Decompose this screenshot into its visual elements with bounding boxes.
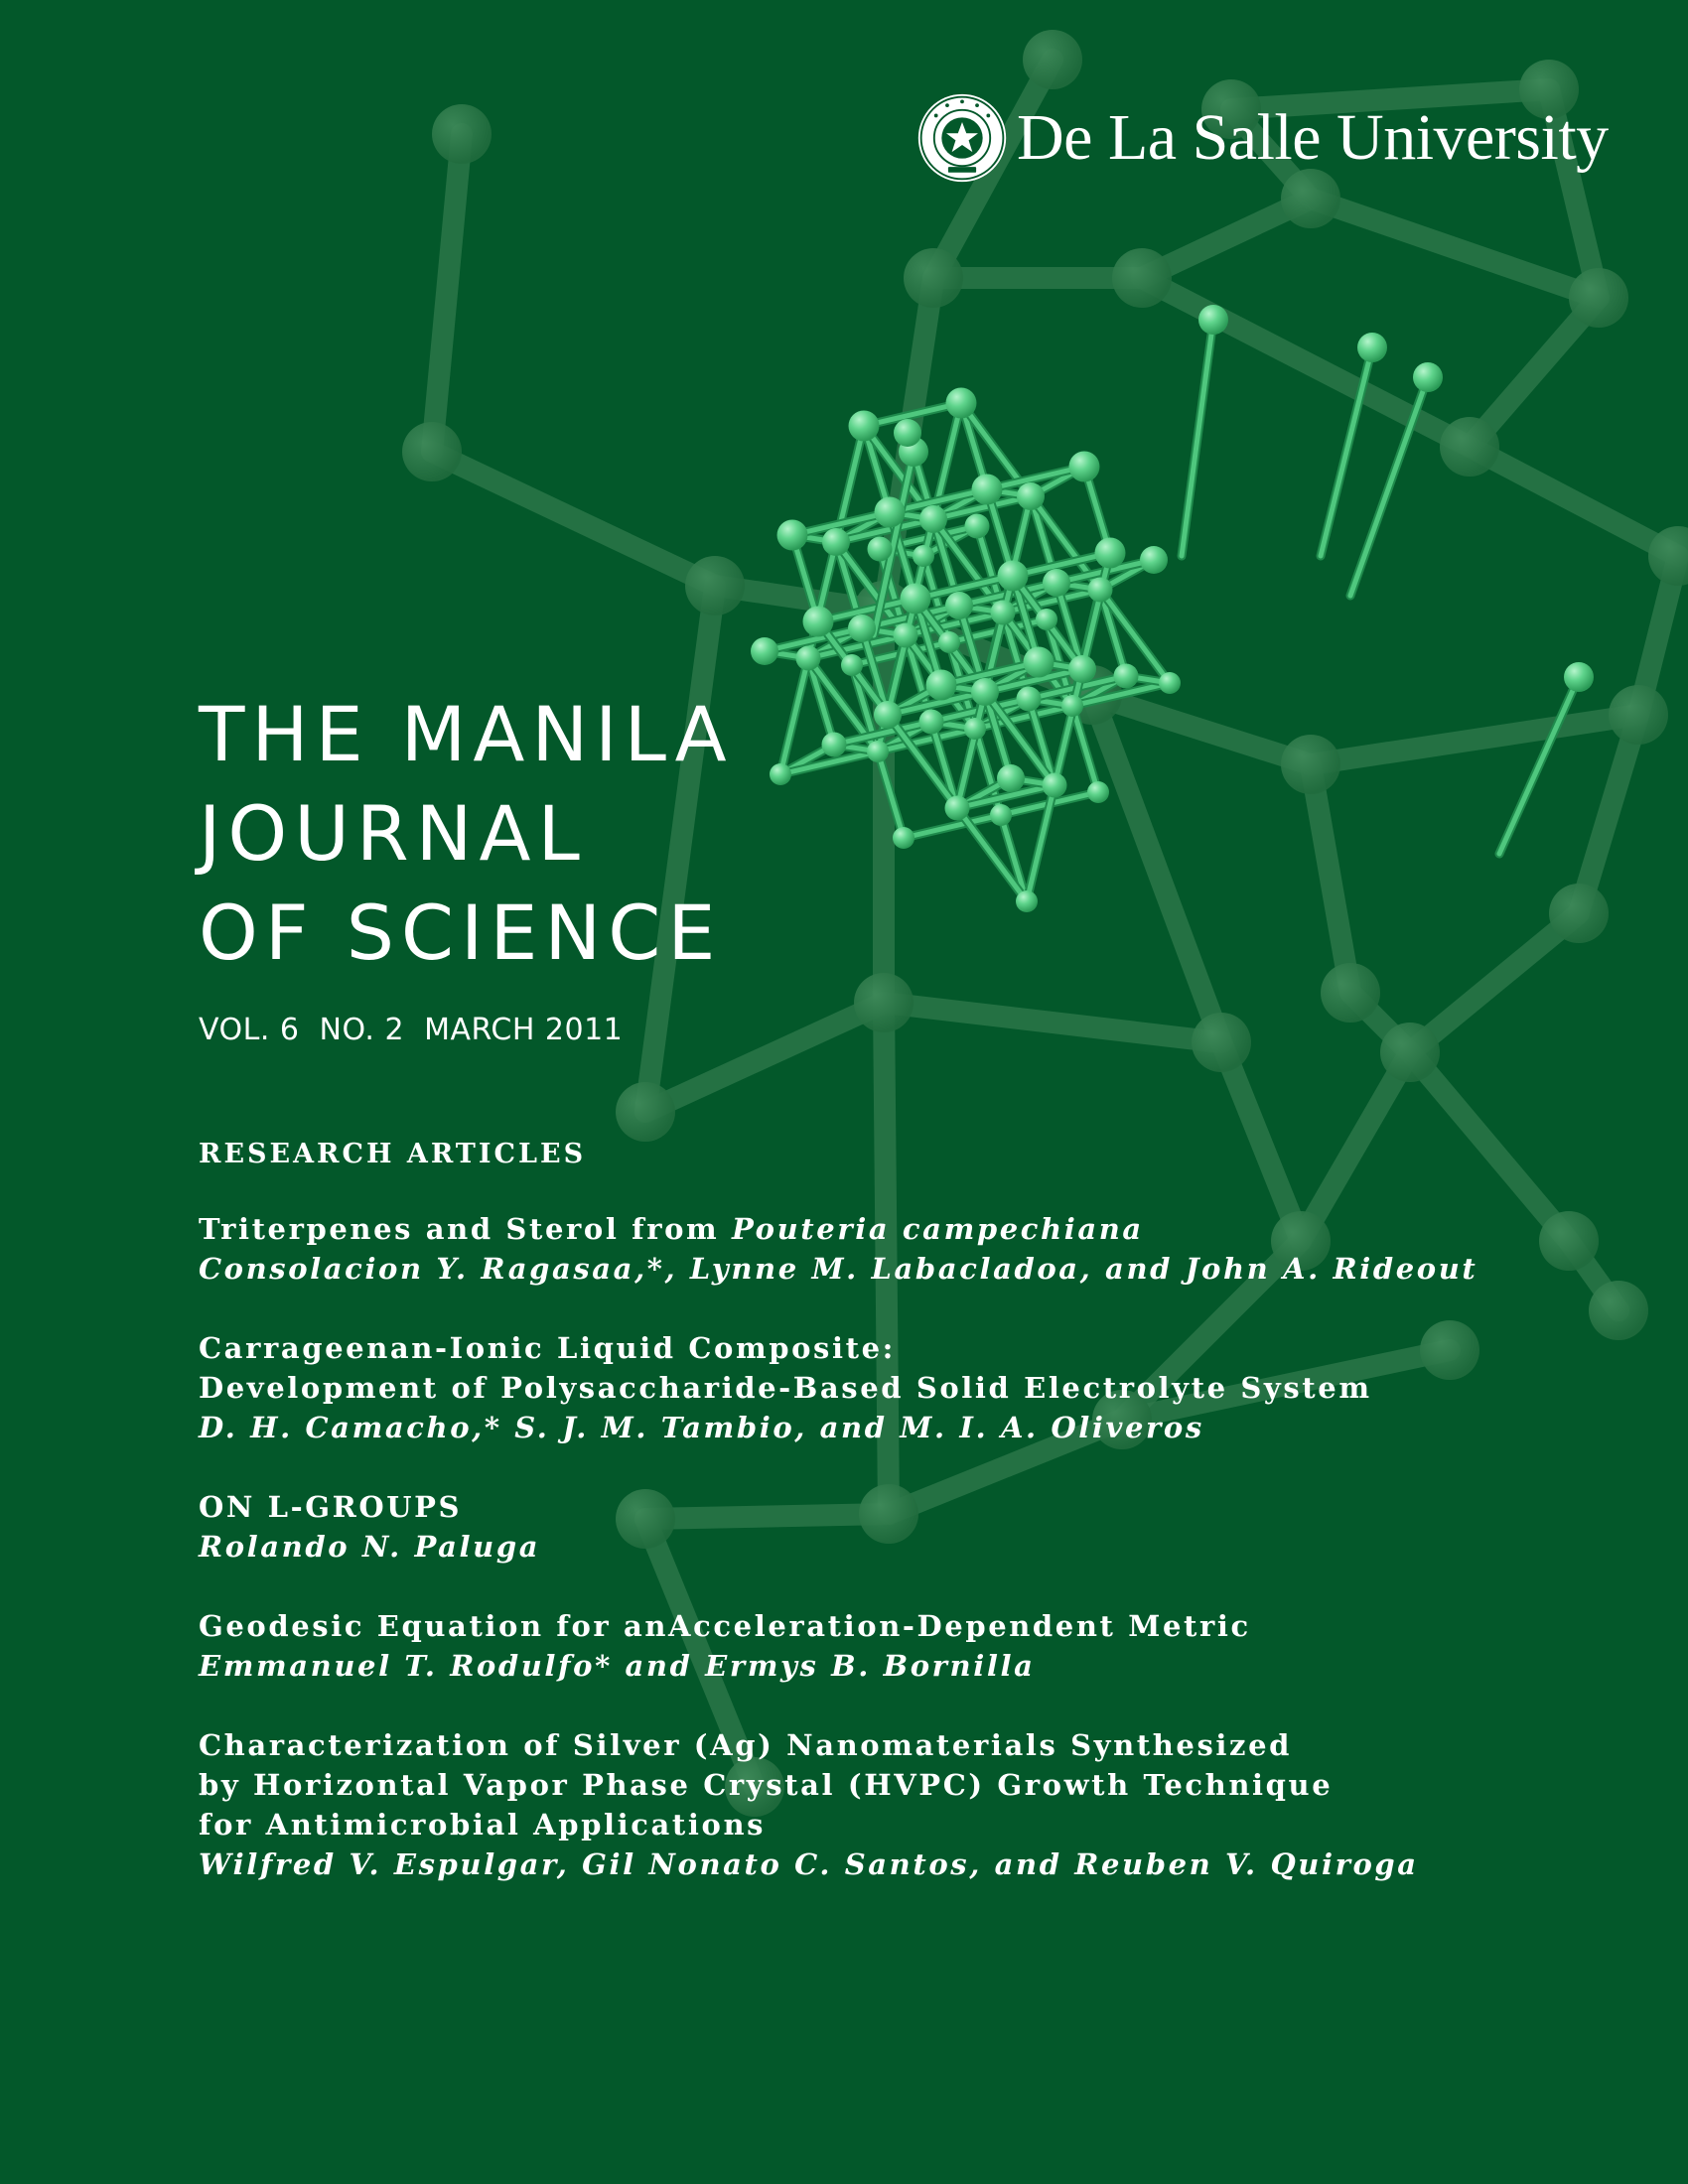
lattice-atom [841, 654, 863, 676]
university-header [915, 91, 1609, 185]
lattice-atom [1321, 963, 1380, 1023]
lattice-atom [849, 411, 880, 442]
lattice-atom [926, 670, 957, 701]
lattice-atom [1016, 890, 1038, 912]
article-entry [199, 1725, 1477, 1884]
article-authors: Consolacion Y. Ragasaa,*, Lynne M. Labacladoa, and John A. Rideout [199, 1252, 1478, 1286]
lattice-atom [874, 701, 902, 729]
lattice-atom [1095, 538, 1126, 569]
lattice-atom [1068, 655, 1096, 683]
lattice-atom [1609, 685, 1668, 745]
article-entry [199, 1209, 1477, 1289]
lattice-atom [1440, 417, 1499, 477]
lattice-atom [1114, 664, 1139, 689]
lattice-atom [1017, 687, 1042, 712]
article-entry [199, 1328, 1477, 1447]
lattice-atom [822, 733, 847, 757]
lattice-bond [645, 1003, 884, 1112]
lattice-atom [1087, 781, 1109, 803]
lattice-atom [616, 1082, 675, 1142]
lattice-atom [945, 592, 973, 619]
lattice-atom [893, 827, 914, 849]
lattice-atom [1043, 569, 1070, 597]
lattice-bond [1311, 199, 1599, 298]
lattice-atom [990, 804, 1012, 826]
lattice-bond [1499, 677, 1579, 854]
lattice-atom [848, 614, 876, 642]
lattice-bond [1470, 447, 1678, 556]
lattice-bond [1182, 320, 1213, 556]
lattice-bond [432, 452, 715, 586]
lattice-atom [964, 718, 986, 740]
article-title: by Horizontal Vapor Phase Crystal (HVPC) Growth Technique [199, 1768, 1334, 1802]
lattice-atom [1380, 1023, 1440, 1082]
lattice-atom [965, 514, 990, 539]
lattice-atom [796, 646, 821, 671]
lattice-atom [913, 545, 934, 567]
journal-title-line: JOURNAL [199, 789, 587, 878]
lattice-atom [1024, 647, 1055, 678]
lattice-bond [1092, 695, 1221, 1042]
article-authors: D. H. Camacho,* S. J. M. Tambio, and M. I. A. Oliveros [199, 1411, 1204, 1444]
lattice-atom [972, 475, 1003, 505]
lattice-atom [751, 637, 778, 665]
lattice-atom [402, 422, 462, 481]
lattice-atom [822, 528, 850, 556]
article-entry [199, 1487, 1477, 1567]
lattice-atom [1281, 735, 1340, 794]
lattice-atom [803, 607, 834, 637]
lattice-atom [919, 505, 947, 533]
lattice-bond [1579, 715, 1638, 913]
lattice-atom [919, 710, 944, 735]
lattice-atom [1088, 578, 1113, 603]
lattice-bond [1311, 715, 1638, 764]
lattice-bond [1142, 278, 1470, 447]
article-title: ON L-GROUPS [199, 1490, 463, 1524]
lattice-atom [1023, 30, 1082, 89]
lattice-atom [1198, 305, 1228, 335]
article-title-species: Pouteria campechiana [732, 1212, 1144, 1246]
lattice-atom [971, 678, 999, 706]
lattice-atom [904, 248, 963, 308]
lattice-atom [770, 763, 791, 785]
section-heading: RESEARCH ARTICLES [199, 1139, 587, 1169]
article-title: Development of Polysaccharide-Based Solid Electrolyte System [199, 1371, 1372, 1405]
lattice-atom [998, 561, 1029, 592]
lattice-atom [868, 537, 893, 562]
lattice-atom [1589, 1281, 1648, 1340]
article-title: for Antimicrobial Applications [199, 1808, 767, 1842]
article-authors: Rolando N. Paluga [199, 1530, 541, 1564]
lattice-bond [884, 1003, 1221, 1042]
lattice-atom [1564, 662, 1594, 692]
lattice-bond [1410, 913, 1579, 1052]
article-authors: Wilfred V. Espulgar, Gil Nonato C. Santos, and Reuben V. Quiroga [199, 1847, 1419, 1881]
lattice-atom [901, 584, 931, 614]
lattice-atom [894, 419, 921, 447]
lattice-atom [432, 104, 492, 164]
article-title: Characterization of Silver (Ag) Nanomaterials Synthesized [199, 1728, 1293, 1762]
lattice-atom [894, 623, 918, 648]
lattice-atom [1413, 362, 1443, 392]
article-authors: Emmanuel T. Rodulfo* and Ermys B. Bornilla [199, 1649, 1036, 1683]
journal-title [199, 685, 734, 983]
lattice-atom [945, 796, 970, 821]
article-title: Geodesic Equation for anAcceleration-Dependent Metric [199, 1609, 1251, 1643]
lattice-atom [1549, 884, 1609, 943]
lattice-atom [1017, 482, 1045, 510]
lattice-bond [432, 134, 462, 452]
issue-info: VOL. 6 NO. 2 MARCH 2011 [199, 1013, 624, 1047]
lattice-atom [991, 601, 1016, 625]
lattice-atom [1036, 609, 1057, 630]
lattice-atom [854, 973, 914, 1032]
lattice-bond [1311, 764, 1350, 993]
lattice-atom [867, 741, 889, 762]
article-title: Triterpenes and Sterol from Pouteria campechiana [199, 1212, 1144, 1246]
university-seal-icon [915, 91, 1009, 185]
lattice-atom [1539, 1211, 1599, 1271]
lattice-atom [946, 388, 977, 419]
lattice-atom [1043, 773, 1067, 798]
lattice-atom [1192, 1013, 1251, 1072]
lattice-atom [1069, 452, 1100, 482]
article-title: Carrageenan-Ionic Liquid Composite: [199, 1331, 896, 1365]
lattice-atom [875, 497, 906, 528]
article-list [199, 1209, 1477, 1924]
lattice-atom [1159, 672, 1181, 694]
lattice-atom [938, 631, 960, 653]
article-entry [199, 1606, 1477, 1686]
journal-title-line: OF SCIENCE [199, 888, 723, 977]
lattice-atom [777, 520, 808, 551]
lattice-atom [1569, 268, 1628, 328]
lattice-atom [1061, 695, 1083, 717]
lattice-atom [1357, 333, 1387, 362]
lattice-atom [685, 556, 745, 615]
journal-title-line: THE MANILA [199, 690, 734, 778]
university-name: De La Salle University [1017, 101, 1609, 174]
lattice-atom [1112, 248, 1172, 308]
lattice-atom [1140, 546, 1168, 574]
lattice-atom [997, 764, 1025, 792]
